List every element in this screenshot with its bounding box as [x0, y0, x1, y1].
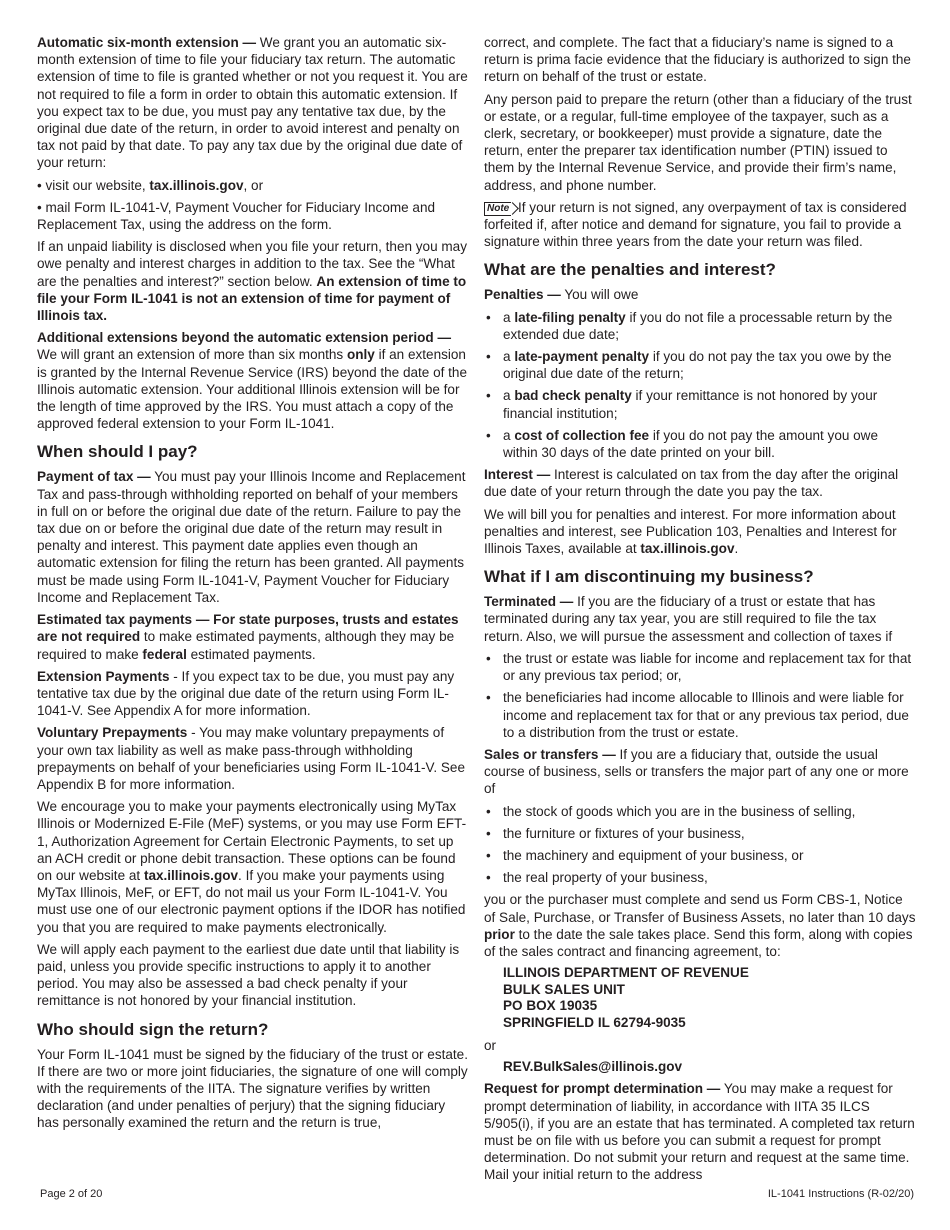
list-item: • the trust or estate was liable for income and replacement tax for that or any previous tax period; or, — [484, 650, 916, 684]
sign-paragraph: Your Form IL-1041 must be signed by the fiduciary of the trust or estate. If there are two or more joint fiduciaries, the signature of one will comply with the requirements of the IITA. The signature verifies by written declaration (and under penalties of perjury) that the signing fiduciary has personally examined the return and the return is true, — [37, 1046, 468, 1131]
penalties-heading: What are the penalties and interest? — [484, 260, 776, 280]
list-item: • the machinery and equipment of your business, or — [484, 847, 916, 864]
penalties-list — [484, 309, 916, 462]
sign-continued-paragraph: correct, and complete. The fact that a fiduciary’s name is signed to a return is prima facie evidence that the fiduciary is authorized to sign the return on behalf of the trust or estate. — [484, 35, 911, 85]
terminated-paragraph: Terminated — If you are the fiduciary of a trust or estate that has terminated during any tax year, you are still required to file the tax return. Also, we will pursue the assessment and collection of taxes if — [484, 594, 893, 644]
terminated-list — [484, 650, 916, 741]
form-id: IL-1041 Instructions (R-02/20) — [767, 1188, 914, 1200]
list-item: • a late-filing penalty if you do not file a processable return by the extended due date; — [484, 309, 916, 343]
sales-transfers-paragraph: Sales or transfers — If you are a fiduciary that, outside the usual course of business, sells or transfers the major part of any one or more of — [484, 746, 909, 797]
pay-option-mail: • mail Form IL-1041-V, Payment Voucher for Fiduciary Income and Replacement Tax, using the address on the form. — [37, 199, 436, 233]
penalties-intro: Penalties — You will owe — [484, 287, 639, 303]
list-item: • the real property of your business, — [484, 869, 916, 886]
note-paragraph: Note If your return is not signed, any overpayment of tax is considered forfeited if, after notice and demand for signature, you fail to provide a signature within three years from the date your return was filed. — [484, 199, 907, 250]
who-sign-heading: Who should sign the return? — [37, 1019, 269, 1039]
when-pay-heading: When should I pay? — [37, 442, 198, 462]
extension-payments-paragraph: Extension Payments - If you expect tax to be due, you must pay any tentative tax due by the original due date of the return using Form IL-1041-V. See Appendix A for more information. — [37, 668, 455, 719]
additional-extensions-paragraph: Additional extensions beyond the automatic extension period — We will grant an extension of more than six months only if an extension is granted by the Internal Revenue Service (IRS) beyond the date of the Illinois automatic extension. Your additional Illinois extension will be for the length of time approved by the IRS. You must attach a copy of the approved federal extension to your Form IL-1041. — [37, 330, 467, 432]
website-link[interactable]: tax.illinois.gov — [640, 541, 735, 557]
cbs-paragraph: you or the purchaser must complete and send us Form CBS-1, Notice of Sale, Purchase, or Transfer of Business Assets, no later than 10 days prior to the date the sale takes place. Send this form, along with copies of the sales contract and financing agreement, to: — [484, 892, 916, 959]
auto-extension-paragraph: Automatic six-month extension — We grant you an automatic six-month extension of time to file your fiduciary tax return. The automatic extension of time to file is granted whether or not you request it. You are not required to file a form in order to obtain this automatic extension. If you expect tax to be due, you must pay any tentative tax due, by the original due date of the return, in order to avoid interest and penalty on tax not paid by that date. To pay any tax due by the original due date of your return: — [37, 35, 468, 171]
list-item: • the beneficiaries had income allocable to Illinois and were liable for income and replacement tax for that or any previous tax period, due to a distribution from the trust or estate. — [484, 689, 916, 741]
pay-option-website: • visit our website, tax.illinois.gov, or — [37, 177, 264, 193]
email-address-link[interactable]: REV.BulkSales@illinois.gov — [503, 1058, 683, 1074]
note-icon: Note — [484, 202, 511, 216]
list-item: • a late-payment penalty if you do not pay the tax you owe by the original due date of the return; — [484, 348, 916, 382]
right-column — [484, 34, 916, 1189]
list-item: • a cost of collection fee if you do not pay the amount you owe within 30 days of the date printed on your bill. — [484, 427, 916, 461]
bill-paragraph: We will bill you for penalties and interest. For more information about penalties and interest, see Publication 103, Penalties and Interest for Illinois Taxes, available at tax.illinois.gov. — [484, 506, 897, 557]
preparer-paragraph: Any person paid to prepare the return (other than a fiduciary of the trust or estate, or a regular, full-time employee of the taxpayer, such as a clerk, secretary, or bookkeeper) must provide a signature, date the return, enter the preparer tax identification number (PTIN) issued to them by the Internal Revenue Service, and provide their firm’s name, address, and phone number. — [484, 91, 912, 193]
discontinue-heading: What if I am discontinuing my business? — [484, 567, 814, 587]
apply-payment-paragraph: We will apply each payment to the earliest due date until that liability is paid, unless you provide specific instructions to apply it to another period. You may also be assessed a bad check penalty if your remittance is not honored by your financial institution. — [37, 941, 460, 1009]
electronic-payments-paragraph: We encourage you to make your payments electronically using MyTax Illinois or Modernized E-File (MeF) systems, or you may use Form EFT-1, Authorization Agreement for Certain Electronic Payments, to set up an ACH credit or phone debit transaction. These options can be found on our website at tax.illinois.gov. If you make your payments using MyTax Illinois, MeF, or EFT, do not mail us your Form IL-1041-V. You must use one of our electronic payment options if the IDOR has notified you that you are required to make payments electronically. — [37, 799, 467, 935]
voluntary-prepayments-paragraph: Voluntary Prepayments - You may make voluntary prepayments of your own tax liability as well as make pass-through withholding prepayments on behalf of your beneficiaries using Form IL-1041-V. See Appendix B for more information. — [37, 725, 465, 792]
estimated-payments-paragraph: Estimated tax payments — For state purposes, trusts and estates are not required to make estimated payments, although they may be required to make federal estimated payments. — [37, 612, 459, 662]
unpaid-liability-paragraph: If an unpaid liability is disclosed when you file your return, then you may owe penalty and interest charges in addition to the tax. See the “What are the penalties and interest?” section below. An extension of time to file your Form IL-1041 is not an extension of time for payment of Illinois tax. — [37, 239, 467, 324]
sales-list — [484, 803, 916, 887]
mailing-address: ILLINOIS DEPARTMENT OF REVENUE BULK SALES UNIT PO BOX 19035 SPRINGFIELD IL 62794-9035 — [503, 965, 749, 1030]
prompt-determination-paragraph: Request for prompt determination — You may make a request for prompt determination of liability, in accordance with IITA 35 ILCS 5/905(i), if you are an estate that has terminated. A completed tax return must be on file with us before you can submit a request for prompt determination. Do not submit your return and request at the same time. Mail your initial return to the address — [484, 1081, 915, 1183]
website-link[interactable]: tax.illinois.gov — [149, 177, 244, 193]
payment-of-tax-paragraph: Payment of tax — You must pay your Illinois Income and Replacement Tax and pass-through withholding reported on behalf of your members in full on or before the original due date of the return. Failure to pay the tax due on or before the original due date of the return may result in penalty and interest. This payment date applies even though an automatic extension for filing the return has been granted. All payments must be made using Form IL-1041-V, Payment Voucher for Fiduciary Income and Replacement Tax. — [37, 469, 466, 605]
left-column — [37, 34, 469, 1137]
website-link[interactable]: tax.illinois.gov — [143, 867, 239, 883]
list-item: • a bad check penalty if your remittance is not honored by your financial institution; — [484, 387, 916, 421]
interest-paragraph: Interest — Interest is calculated on tax from the day after the original due date of your return through the date you pay the tax. — [484, 467, 899, 500]
list-item: • the stock of goods which you are in the business of selling, — [484, 803, 916, 820]
list-item: • the furniture or fixtures of your business, — [484, 825, 916, 842]
page-number: Page 2 of 20 — [40, 1188, 103, 1200]
or-text: or — [484, 1037, 497, 1053]
